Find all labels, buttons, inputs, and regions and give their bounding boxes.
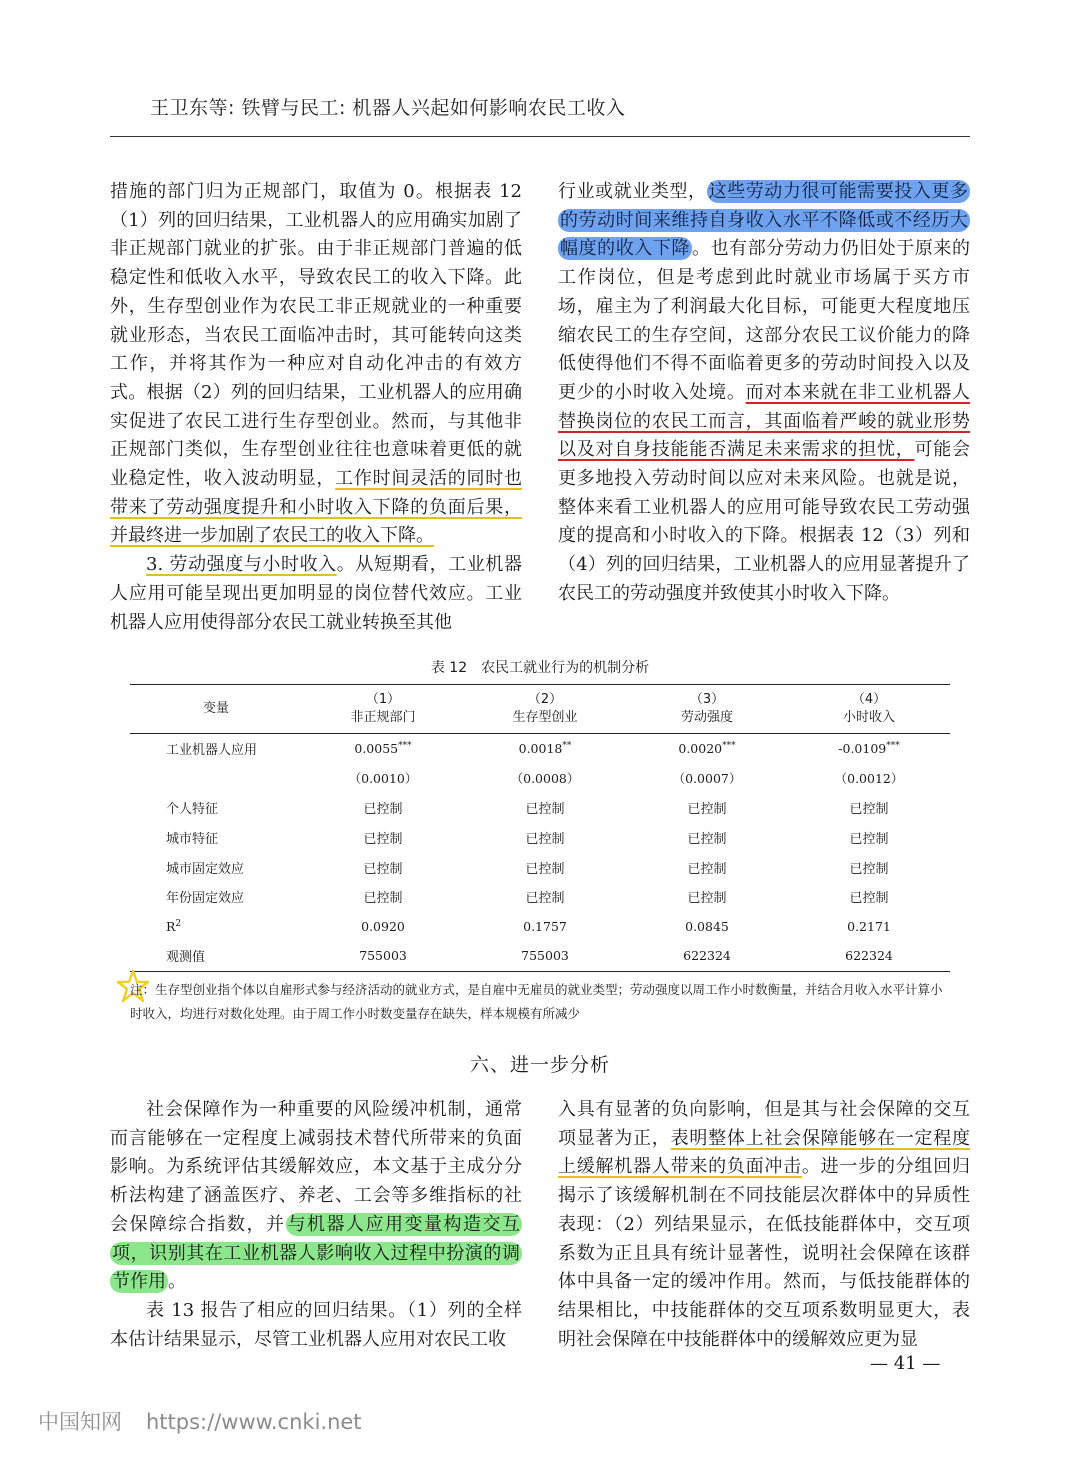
text-span: 。也有部分劳动力仍旧处于原来的工作岗位，但是考虑到此时就业市场属于买方市场，雇主为了利润最大化目标，可能更大程度地压缩农民工的生存空间，这部分农民工议价能力的降低使得他们不得不面临着更多的劳动时间投入以及更少的小时收入处境。 (558, 238, 970, 403)
row-label: 城市特征 (166, 832, 219, 848)
watermark-name: 中国知网 (38, 1410, 122, 1434)
row-label: 年份固定效应 (166, 891, 245, 907)
control-cell: 已控制 (849, 802, 889, 818)
header-rule (110, 136, 970, 137)
se-cell: （0.0012） (834, 771, 904, 787)
control-cell: 已控制 (363, 832, 403, 848)
col-number: （3） (689, 692, 725, 707)
upper-left-paragraph-1 (110, 178, 522, 551)
col-number: （2） (527, 692, 563, 707)
subsection-heading: 3. 劳动强度与小时收入 (146, 554, 337, 576)
header-col-2 (464, 685, 626, 734)
control-cell: 已控制 (525, 891, 565, 907)
running-title: 王卫东等: 铁臂与民工: 机器人兴起如何影响农民工收入 (150, 97, 626, 119)
table-row (130, 823, 950, 853)
row-label: 观测值 (166, 950, 206, 966)
control-cell: 已控制 (687, 861, 727, 877)
control-cell: 已控制 (849, 891, 889, 907)
text-span: 措施的部门归为正规部门，取值为 0。根据表 12（1）列的回归结果，工业机器人的应用确实加剧了非正规部门就业的扩张。由于非正规部门普遍的低稳定性和低收入水平，导致农民工的收入下降。此外，生存型创业作为农民工非正规就业的一种重要就业形态，当农民工面临冲击时，其可能转向这类工作，并将其作为一种应对自动化冲击的有效方式。根据（2）列的回归结果，工业机器人的应用确实促进了农民工进行生存型创业。然而，与其他非正规部门类似，生存型创业往往也意味着更低的就业稳定性，收入波动明显， (110, 181, 522, 490)
control-cell: 已控制 (525, 832, 565, 848)
text-span: 。 (168, 1271, 186, 1293)
obs-cell: 755003 (521, 948, 569, 964)
table-row (130, 734, 950, 764)
regression-table (130, 684, 950, 972)
r2-cell: 0.0845 (685, 918, 729, 934)
text-span: 入具有显著的负向影响，但是其与社会保障的交互项显著为正， (558, 1099, 970, 1149)
table-row (130, 764, 950, 794)
upper-right-column (558, 178, 970, 609)
watermark (38, 1406, 362, 1436)
text-span: 。从短期看，工业机器人应用可能呈现出更加明显的岗位替代效应。工业机器人应用使得部分农民工就业转换至其他 (110, 554, 522, 633)
se-cell: （0.0010） (348, 771, 418, 787)
col-name: 生存型创业 (512, 710, 578, 725)
table-row (130, 882, 950, 912)
lower-left-paragraph-2: 表 13 报告了相应的回归结果。（1）列的全样本估计结果显示，尽管工业机器人应用对农民工收 (110, 1299, 522, 1350)
text-span: 行业或就业类型， (558, 181, 707, 202)
lower-left-paragraph-1 (110, 1096, 522, 1297)
col-number: （4） (851, 692, 887, 707)
text-span: 可能会更多地投入劳动时间以应对未来风险。也就是说，整体来看工业机器人的应用可能导致农民工劳动强度的提高和小时收入的下降。根据表 12（3）列和（4）列的回归结果，工业机器人的应用显著提升了农民工的劳动强度并致使其小时收入下降。 (558, 439, 971, 604)
section-heading: 六、进一步分析 (469, 1054, 610, 1076)
upper-right-paragraph-1 (558, 178, 970, 609)
row-label: 城市固定效应 (166, 861, 245, 877)
table-row (130, 793, 950, 823)
control-cell: 已控制 (687, 891, 727, 907)
control-cell: 已控制 (363, 891, 403, 907)
header-col-1 (302, 685, 464, 734)
obs-cell: 755003 (359, 948, 407, 964)
se-cell: （0.0007） (672, 771, 742, 787)
col-number: （1） (365, 692, 401, 707)
coef-cell: 0.0055*** (354, 741, 412, 757)
watermark-url: https://www.cnki.net (146, 1410, 362, 1434)
r2-cell: 0.2171 (847, 918, 891, 934)
col-name: 劳动强度 (680, 710, 733, 725)
table-caption: 表 12 农民工就业行为的机制分析 (430, 660, 650, 676)
table-header-row (130, 685, 950, 734)
page-number: — 41 — (870, 1353, 941, 1374)
obs-cell: 622324 (683, 948, 731, 964)
control-cell: 已控制 (849, 832, 889, 848)
text-span: 社会保障作为一种重要的风险缓冲机制，通常而言能够在一定程度上减弱技术替代所带来的负面影响。为系统评估其缓解效应，本文基于主成分分析法构建了涵盖医疗、养老、工会等多维指标的社会保障综合指数，并 (110, 1099, 522, 1235)
header-col-3 (626, 685, 788, 734)
header-col-4 (788, 685, 950, 734)
coef-cell: -0.0109*** (838, 741, 900, 757)
yellow-underline-annotation: 表明整体上社会保障能够在一定程度上缓解机器人带来的负面冲击 (558, 1127, 971, 1178)
upper-left-column (110, 178, 522, 637)
coef-cell: 0.0018** (518, 741, 572, 757)
control-cell: 已控制 (525, 861, 565, 877)
control-cell: 已控制 (525, 802, 565, 818)
table-note: 注：生存型创业指个体以自雇形式参与经济活动的就业方式，是自雇中无雇员的就业类型；劳动强度以周工作小时数衡量，并结合月收入水平计算小时收入，均进行对数化处理。由于周工作小时数变量存在缺失，样本规模有所减少 (130, 982, 943, 1021)
lower-right-column (558, 1096, 970, 1354)
control-cell: 已控制 (363, 861, 403, 877)
coef-cell: 0.0020*** (678, 741, 736, 757)
row-label: 工业机器人应用 (166, 743, 258, 759)
lower-left-column (110, 1096, 522, 1354)
col-name: 小时收入 (842, 710, 895, 725)
control-cell: 已控制 (687, 832, 727, 848)
red-underline-annotation: 而对本来就在非工业机器人替换岗位的农民工而言，其面临着严峻的就业形势以及对自身技能能否满足未来需求的担忧， (558, 381, 971, 461)
header-variable: 变量 (202, 701, 229, 716)
upper-left-paragraph-2 (110, 551, 522, 637)
table-row (130, 852, 950, 882)
lower-right-paragraph-1 (558, 1096, 970, 1354)
control-cell: 已控制 (363, 802, 403, 818)
control-cell: 已控制 (687, 802, 727, 818)
r2-cell: 0.1757 (523, 918, 567, 934)
row-label: $R^2$ (166, 918, 182, 934)
row-label (130, 764, 302, 794)
control-cell: 已控制 (849, 861, 889, 877)
col-name: 非正规部门 (350, 710, 416, 725)
r2-cell: 0.0920 (361, 918, 405, 934)
obs-cell: 622324 (845, 948, 893, 964)
table-row (130, 912, 950, 942)
se-cell: （0.0008） (510, 771, 580, 787)
yellow-underline-annotation: 工作时间灵活的同时也带来了劳动强度提升和小时收入下降的负面后果，并最终进一步加剧了农民工的收入下降。 (110, 468, 523, 547)
text-span: 。进一步的分组回归揭示了该缓解机制在不同技能层次群体中的异质性表现：（2）列结果显示，在低技能群体中，交互项系数为正且具有统计显著性，说明社会保障在该群体中具备一定的缓冲作用。然而，与低技能群体的结果相比，中技能群体的交互项系数明显更大，表明社会保障在中技能群体中的缓解效应更为显 (558, 1156, 971, 1350)
green-highlight-annotation: 与机器人应用变量构造交互项，识别其在工业机器人影响收入过程中扮演的调节作用 (112, 1213, 520, 1293)
row-label: 个人特征 (166, 802, 219, 818)
table-row (130, 941, 950, 971)
blue-highlight-annotation: 这些劳动力很可能需要投入更多的劳动时间来维持自身收入水平不降低或不经历大幅度的收入下降 (560, 181, 969, 260)
